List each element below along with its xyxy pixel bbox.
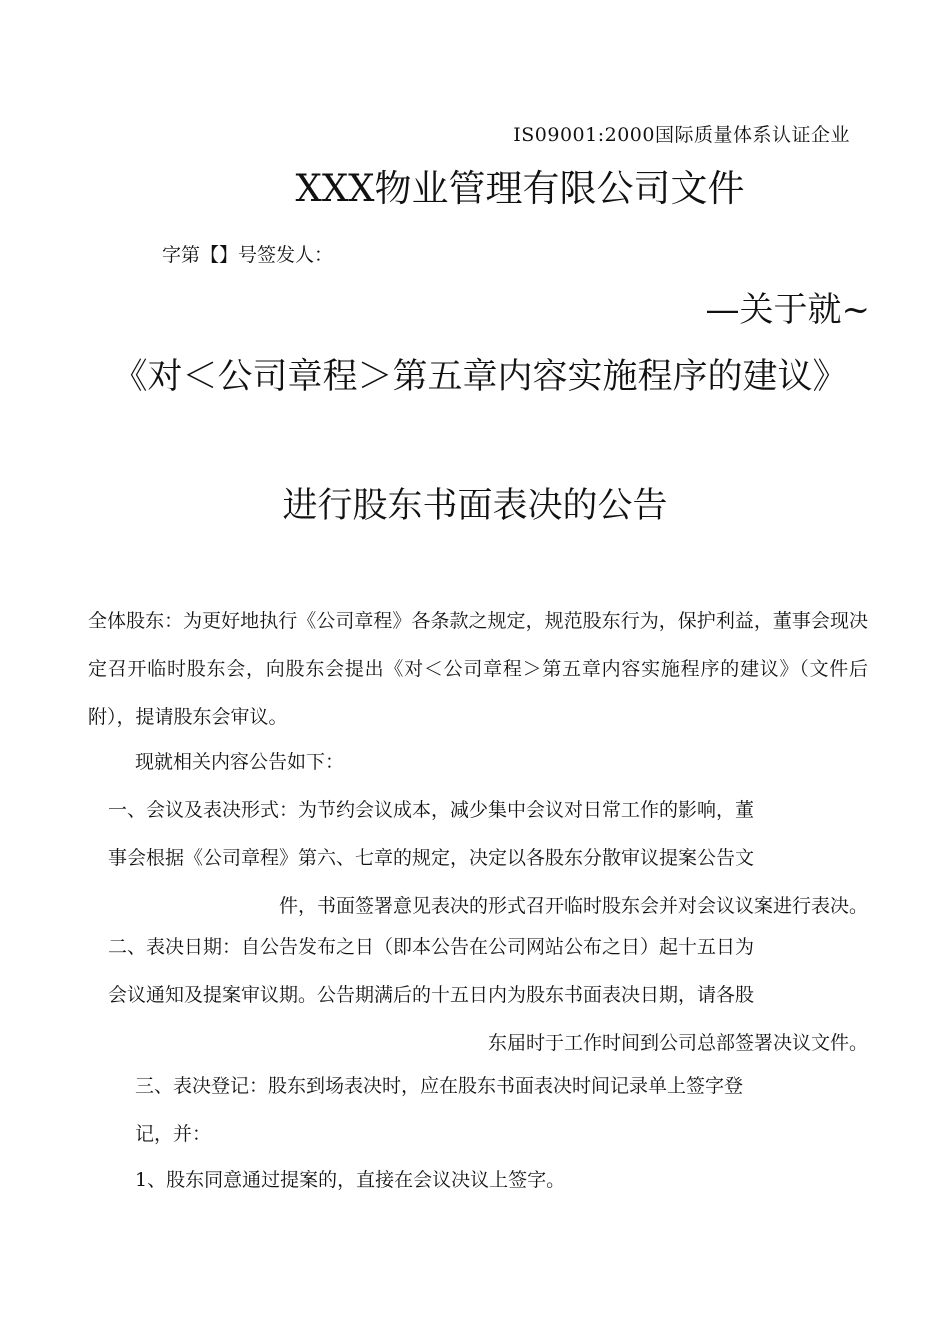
item-meeting-form <box>108 786 868 930</box>
item-line: 一、会议及表决形式：为节约会议成本，减少集中会议对日常工作的影响，董 <box>108 799 755 821</box>
subject-suffix: 进行股东书面表决的公告 <box>282 486 668 526</box>
certification-line: IS09001:2000国际质量体系认证企业 <box>513 124 850 146</box>
item-line: 会议通知及提案审议期。公告期满后的十五日内为股东书面表决日期，请各股 <box>108 984 755 1006</box>
subject-prefix: —关于就~ <box>705 290 870 330</box>
item-sub-1: 1、股东同意通过提案的，直接在会议决议上签字。 <box>135 1169 566 1191</box>
item-line: 事会根据《公司章程》第六、七章的规定，决定以各股东分散审议提案公告文 <box>108 847 755 869</box>
subject-main-title: 《对＜公司章程＞第五章内容实施程序的建议》 <box>112 357 848 397</box>
intro-paragraph: 全体股东：为更好地执行《公司章程》各条款之规定，规范股东行为，保护利益，董事会现决定召开临时股东会，向股东会提出《对＜公司章程＞第五章内容实施程序的建议》（文件后附），提请股东会审议。 <box>88 610 868 728</box>
item-voting-registration <box>135 1062 870 1158</box>
lead-paragraph: 现就相关内容公告如下： <box>135 751 345 773</box>
item-line: 二、表决日期：自公告发布之日（即本公告在公司网站公布之日）起十五日为 <box>108 936 755 958</box>
item-line: 件，书面签署意见表决的形式召开临时股东会并对会议议案进行表决。 <box>278 895 868 917</box>
item-line: 东届时于工作时间到公司总部签署决议文件。 <box>487 1032 868 1054</box>
company-title: XXX物业管理有限公司文件 <box>295 167 745 210</box>
item-line: 记，并： <box>135 1123 212 1145</box>
item-line: 三、表决登记：股东到场表决时，应在股东书面表决时间记录单上签字登 <box>135 1075 744 1097</box>
item-voting-date <box>108 923 868 1067</box>
document-number-line: 字第【】号签发人： <box>162 244 334 266</box>
